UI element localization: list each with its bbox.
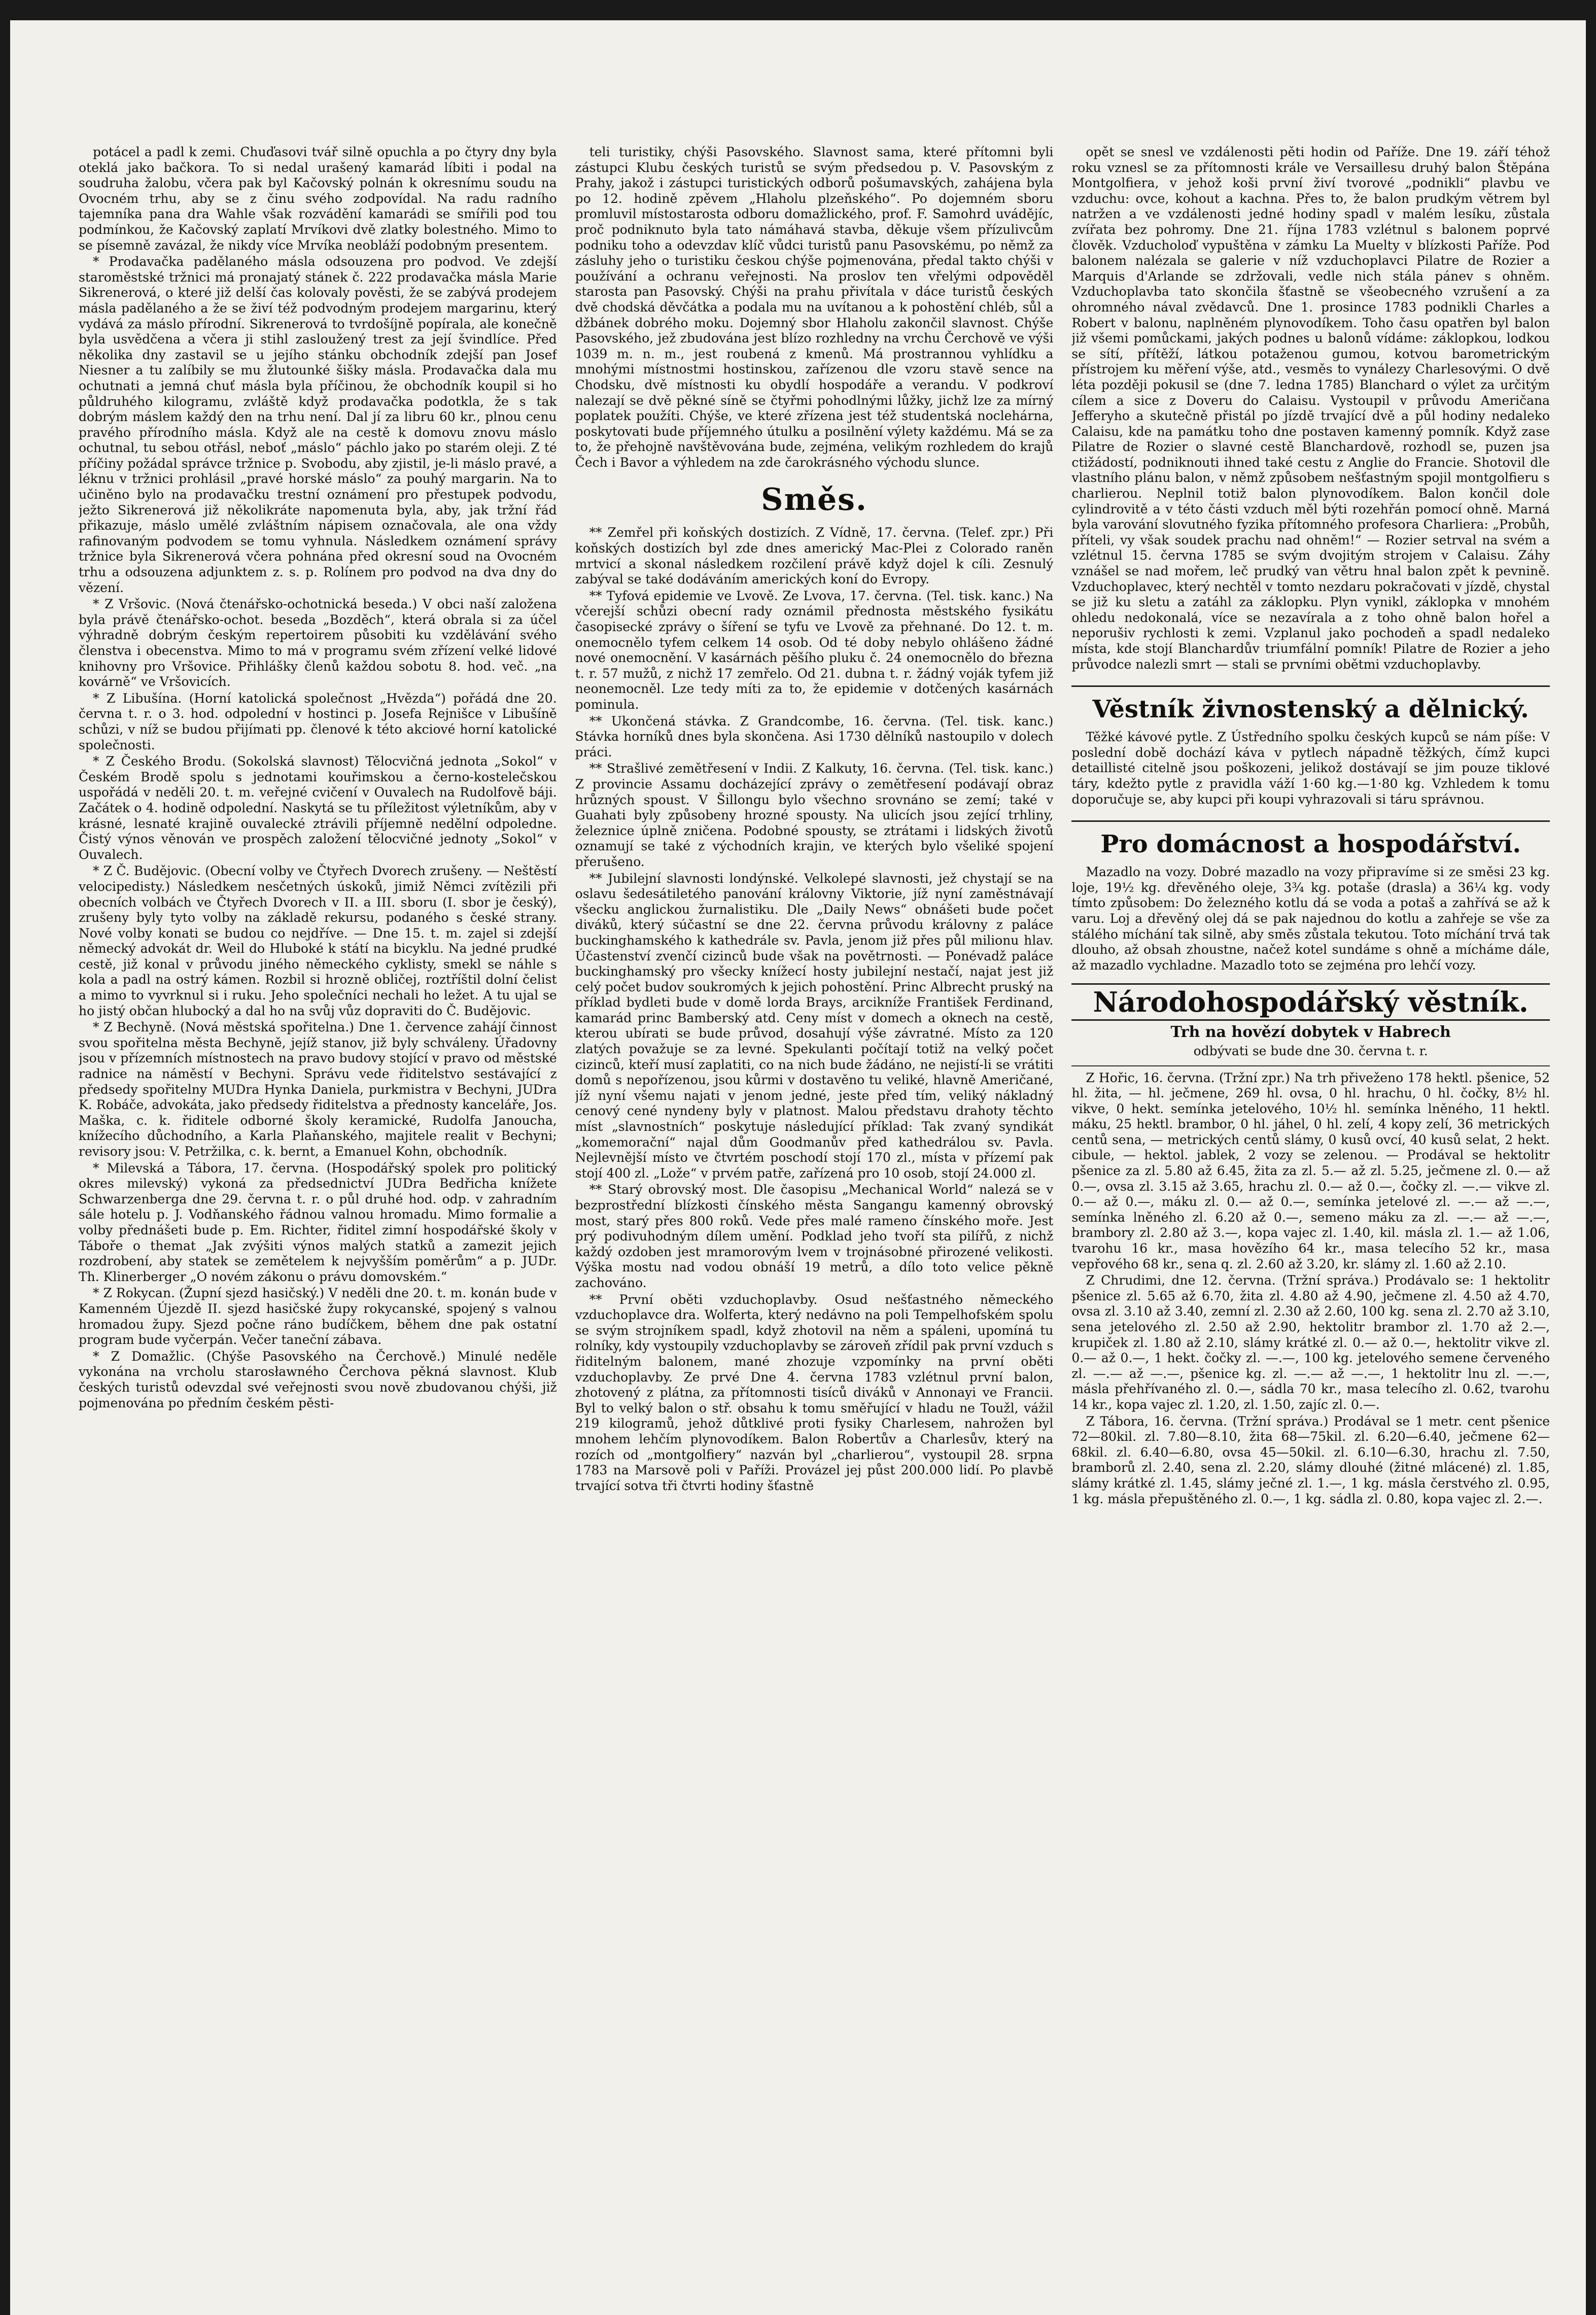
article-text: Těžké kávové pytle. Z Ústředního spolku českých kupců se nám píše: V poslední době dochází káva v pytlech nápadně těžkých, čímž kupci detaillisté citelně jsou poškozeni, jelikož dostávají se jim pouze tiklové táry, kdežto pytle z pravidla váží 1·60 kg.—1·80 kg. Vzhledem k tomu doporučuje se, aby kupci při koupi vyhrazovali si táru správnou. [1071,730,1550,807]
article-text: * Z Libušína. (Horní katolická společnost „Hvězda“) pořádá dne 20. června t. r. o 3. hod. odpolední v hostinci p. Josefa Rejnišce v Libušíně schůzi, v níž se budou přijímati pp. členové k této akciové horní katolické společnosti. [79,690,557,752]
section-heading-economy: Národohospodářský věstník. [1071,983,1550,1021]
article-text: ** Zemřel při koňských dostizích. Z Vídně, 17. června. (Telef. zpr.) Při koňských dostizích byl zde dnes americký Mac-Plei z Colorado raněn mrtvicí a skonal následkem rozčilení právě když dojel k cíli. Zesnulý zabýval se také dodáváním amerických koní do Evropy. [575,525,1054,587]
article-text: ** Tyfová epidemie ve Lvově. Ze Lvova, 17. června. (Tel. tisk. kanc.) Na včerejší schůzi obecní rady oznámil přednosta městského fysikátu časopisecké zprávy o šíření se tyfu ve Lvově za přehnané. Do 12. t. m. onemocnělo tyfem celkem 14 osob. Od té doby nebylo ohlášeno žádné nové onemocnění. V kasárnách pěšího pluku č. 24 onemocnělo do března t. r. 57 mužů, z nichž 17 zemřelo. Od 21. dubna t. r. žádný voják tyfem již neonemocněl. Lze tedy míti za to, že epidemie v dotčených kasárnách pominula. [575,588,1054,712]
section-heading-trade: Věstník živnostenský a dělnický. [1071,685,1550,724]
article-text: * Z Vršovic. (Nová čtenářsko-ochotnická beseda.) V obci naší založena byla právě čtenářsko-ochot. beseda „Bozděch“, která obrala si za účel výhradně dobrým českým repertoirem působiti ku vzdělávání svého členstva i obecenstva. Mimo to má v programu svém zřízení velké lidové knihovny pro Vršovice. Přihlášky členů každou sobotu 8. hod. več. „na kovárně“ ve Vršovicích. [79,597,557,689]
market-report: Z Hořic, 16. června. (Tržní zpr.) Na trh přiveženo 178 hektl. pšenice, 52 hl. žita, — hl. ječmene, 269 hl. ovsa, 0 hl. hrachu, 0 hl. čočky, 8½ hl. vikve, 0 hekt. semínka jetelového, 10½ hl. semínka lněného, 11 hektl. máku, 25 hektl. brambor, 0 hl. jáhel, 0 hl. zelí, 4 kopy zelí, 36 metrických centů sena, — metrických centů slámy, 0 kusů ovcí, 40 kusů selat, 2 hekt. cibule, — hektol. jablek, 2 vozy se zelenou. — Prodával se hektolitr pšenice za zl. 5.80 až 6.45, žita za zl. 5.— až zl. 5.25, ječmene zl. 0.— až 0.—, ovsa zl. 3.15 až 3.65, hrachu zl. 0.— až 0.—, čočky zl. —.— vikve zl. 0.— až 0.—, máku zl. 0.— až 0.—, semínka jetelové zl. —.— až —.—, semínka lněného zl. 6.20 až 0.—, semeno máku za zl. —.— až —.—, brambory zl. 2.80 až 3.—, kopa vajec zl. 1.40, kil. másla zl. 1.— až 1.06, tvarohu 16 kr., masa hovězího 64 kr., masa telecího 52 kr., masa vepřového 68 kr., sena q. zl. 2.60 až 3.20, kr. slámy zl. 1.60 až 2.10. [1071,1070,1550,1271]
market-report: Z Chrudimi, dne 12. června. (Tržní správa.) Prodávalo se: 1 hektolitr pšenice zl. 5.65 až 6.70, žita zl. 4.80 až 4.90, ječmene zl. 4.50 až 4.70, ovsa zl. 3.10 až 3.40, zemní zl. 2.30 až 2.60, 100 kg. sena zl. 2.70 až 3.10, sena jetelového zl. 2.50 až 2.90, hektolitr brambor zl. 1.70 až 2.—, krupiček zl. 1.80 až 2.10, slámy krátké zl. 0.— až 0.—, hektolitr vikve zl. 0.— až 0.—, 1 hekt. čočky zl. —.—, 100 kg. jetelového semene červeného zl. —.— až —.—, pšenice kg. zl. —.— až —.—, 1 hektolitr lnu zl. —.—, másla přehřívaného zl. 0.—, sádla 70 kr., masa telecího zl. 0.62, tvarohu 14 kr., kopa vajec zl. 1.20, zl. 1.50, zajíc zl. 0.—. [1071,1273,1550,1412]
article-text: * Z Rokycan. (Župní sjezd hasičský.) V neděli dne 20. t. m. konán bude v Kamenném Újezdě II. sjezd hasičské župy rokycanské, spojený s valnou hromadou župy. Sjezd počne ráno budíčkem, během dne pak ostatní program bude vyčerpán. Večer taneční zábava. [79,1286,557,1347]
article-text: * Z Českého Brodu. (Sokolská slavnost) Tělocvičná jednota „Sokol“ v Českém Brodě spolu s jednotami kouřimskou a černo-kostelečskou uspořádá v neděli 20. t. m. veřejné cvičení v Ouvalech na Rudolfově báji. Začátek o 4. hodině odpolední. Naskytá se tu příležitost výletníkům, aby v krásné, lesnaté krajině ouvalecké ztrávili příjemně nedělní odpoledne. Čistý výnos věnován ve prospěch založení tělocvičné jednoty „Sokol“ v Ouvalech. [79,754,557,862]
article-text: * Prodavačka padělaného másla odsouzena pro podvod. Ve zdejší staroměstské tržnici má pronajatý stánek č. 222 prodavačka másla Marie Sikrenerová, o které již delší čas kolovaly pověsti, že se zabývá prodejem másla padělaného a že se živí též podvodným prodejem margarinu, který vydává za máslo přírodní. Sikrenerová to tvrdošíjně popírala, ale konečně byla usvědčena a včera ji stihl zasloužený trest za její švindlíce. Před několika dny zastavil se u jejího stánku obchodník zdejší pan Josef Niesner a tu zalíbily se mu žlutounké šišky másla. Prodavačka dala mu ochutnati a jemná chuť másla byla příčinou, že obchodník koupil si ho půldruhého kilogramu, zvláště když prodavačka podotkla, že s tak dobrým máslem každý den na trhu není. Dal jí za libru 60 kr., plnou cenu pravého přírodního másla. Když ale na cestě k domovu znovu máslo ochutnal, tu sebou otřásl, neboť „máslo“ páchlo jako po starém oleji. Z té příčiny požádal správce tržnice p. Svobodu, aby zjistil, je-li máslo pravé, a léknu v tržnici prohlásil „pravé horské máslo“ za pouhý margarin. Na to učiněno bylo na prodavačku trestní oznámení pro přestupek podvodu, ježto Sikrenerová již několikráte napomenuta byla, aby, jak tržní řád přikazuje, máslo umělé zvláštním nápisem označovala, ale ona vždy rafinovaným podvodem se tomu vyhnula. Následkem oznámení správy tržnice byla Sikrenerová včera pohnána před okresní soud na Ovocném trhu a odsouzena adjunktem z. s. p. Rolínem pro podvod na dva dny do vězení. [79,254,557,595]
section-heading-household: Pro domácnost a hospodářství. [1071,820,1550,859]
article-text: * Z Domažlic. (Chýše Pasovského na Čerchově.) Minulé neděle vykonána na vrcholu starosławného Čerchova pěkná slavnost. Klub českých turistů odevzdal své veřejnosti svou nově zbudovanou chýši, již pojmenována po předním českém pěsti- [79,1349,557,1410]
section-heading-smes: Směs. [761,482,868,518]
article-text: ** Ukončená stávka. Z Grandcombe, 16. června. (Tel. tisk. kanc.) Stávka horníků dnes byla skončena. Asi 1730 dělníků nastoupilo v dolech práci. [575,713,1054,759]
market-subheading: Trh na hovězí dobytek v Habrech [1170,1023,1451,1042]
newspaper-page [10,20,1586,2315]
column-3 [1071,145,1550,2275]
article-text: ** Strašlivé zemětřesení v Indii. Z Kalkuty, 16. června. (Tel. tisk. kanc.) Z provincie Assamu docházející zprávy o zemětřesení podávají obraz hrůzných spoust. V Šillongu bylo všechno srovnáno se zemí; také v Guahati byly způsobeny hrozné spousty. Na ulicích jsou zející trhliny, železnice úplně zničena. Podobné spousty, se ztrátami i lidských životů oznamují se také z východních krajin, ve kterých bylo všeliké spojení přerušeno. [575,761,1054,869]
article-text: * Z Č. Budějovic. (Obecní volby ve Čtyřech Dvorech zrušeny. — Neštěstí velocipedisty.) Následkem nesčetných úskoků, jimiž Němci zvítězili při obecních volbách ve Čtyřech Dvorech v II. a III. sboru (I. sbor je český), zrušeny byly tyto volby na základě rekursu, podaného s české strany. Nové volby konati se budou co nejdříve. — Dne 15. t. m. zajel si zdejší německý advokát dr. Weil do Hluboké k státí na bicyklu. Na jedné prudké cestě, již konal v průvodu jiného německého cyklisty, smekl se náhle s kola a padl na ostrý kámen. Rozbil si hrozně obličej, roztříštil dolní čelist a mimo to vyvrknul si i ruku. Jeho společníci nechali ho ležet. A tu ujal se ho jistý občan hlubocký a dal ho na svůj vůz dopraviti do Č. Budějovic. [79,863,557,1018]
article-text: ** První oběti vzduchoplavby. Osud nešťastného německého vzduchoplavce dra. Wolferta, který nedávno na poli Tempelhofském spolu se svým strojníkem spadl, když zhotovil na něm a spáleni, upomíná tu rolníky, kdy vystoupily vzduchoplavby se zároveň zřídil pak první vzduch s řiditelným balonem, mané zhozuje vzpomínky na první oběti vzduchoplavby. Ze prvé Dne 4. června 1783 vzlétnul první balon, zhotovený z plátna, za přítomnosti tisíců diváků v Annonayi ve Francii. Byl to velký balon o stř. obsahu k tomu směřující v hladu ne Toužl, vážil 219 kilogramů, jehož důtklivé proti fysiky Charlesem, nahrožen byl mnohem lehčím plynovodíkem. Balon Robertův a Charlesův, který na rozích od „montgolfiery“ nazván byl „charlierou“, vystoupil 28. srpna 1783 na Marsově poli v Paříži. Provázel jej půst 200.000 lidí. Po plavbě trvající sotva tři čtvrti hodiny šťastně [575,1292,1054,1493]
market-report: Z Tábora, 16. června. (Tržní správa.) Prodával se 1 metr. cent pšenice 72—80kil. zl. 7.80—8.10, žita 68—75kil. zl. 6.20—6.40, ječmene 62—68kil. zl. 6.40—6.80, ovsa 45—50kil. zl. 6.10—6.30, hrachu zl. 7.50, bramborů zl. 2.40, sena zl. 2.20, slámy dlouhé (žitné mlácené) zl. 1.85, slámy krátké zl. 1.45, slámy ječné zl. 1.—, 1 kg. másla čerstvého zl. 0.95, 1 kg. másla přepuštěného zl. 0.—, 1 kg. sádla zl. 0.80, kopa vajec zl. 2.—. [1071,1413,1550,1506]
text-columns [79,145,1550,2275]
article-text: teli turistiky, chýši Pasovského. Slavnost sama, které přítomni byli zástupci Klubu českých turistů se svým předsedou p. V. Pasovským z Prahy, jakož i zástupci turistických odborů pošumavských, zahájena byla po 12. hodině zpěvem „Hlaholu plzeňského“. Po dojemném sboru promluvil místostarosta odboru domažlického, prof. F. Samohrd uvádějíc, proč podniknuto byla tato námáhavá stavba, děkuje všem přízulivcům podniku toho a odevzdav klíč vůdci turistů panu Pasovskému, po němž za zásluhy jeho o turistiku českou chýše pojmenována, předal takto chýši v používání a ochranu veřejnosti. Na proslov ten vřelými odpověděl starosta pan Pasovský. Chýši na prahu přivítala v dáce turistů českých dvě chodská děvčátka a podala mu na uvítanou a k pohostění chléb, sůl a džbánek dobrého moku. Dojemný sbor Hlaholu zakončil slavnost. Chýše Pasovského, jež zbudována jest blízo rozhledny na vrchu Čerchově ve výši 1039 m. n. m., jest roubená z kmenů. Má prostrannou vyhlídku a mnohými místnostmi hostinskou, zařízenou dle vzoru stavě sence na Chodsku, dvě místnosti ku obydlí hospodáře a verandu. V podkroví nalezají se dvě pěkné síně se čtyřmi pohodlnými lůžky, jichž lze za mírný poplatek použíti. Chýše, ve které zřízena jest též studentská noclehárna, poskytovati bude příjemného útulku a posilnění výlety každému. Má se za to, že přehojně navštěvována bude, zejména, velikým rozhledem do krajů Čech i Bavor a výhledem na zde čarokrásného východu slunce. [575,145,1054,470]
article-text: ** Starý obrovský most. Dle časopisu „Mechanical World“ nalezá se v bezprostřední blízkosti čínského města Sangangu kamenný obrovský most, starý přes 800 roků. Vede přes malé rameno čínského moře. Jest prý podivuhodným dílem umění. Podklad jeho tvoří sta pilířů, z nichž každý ozdoben jest mramorovým lvem v trojnásobné přirozené velikosti. Výška mostu nad vodou obnáší 19 metrů, a dílo toto velice pěkně zachováno. [575,1182,1054,1290]
column-1 [79,145,557,2275]
divider [1071,1065,1550,1066]
article-text: Mazadlo na vozy. Dobré mazadlo na vozy připravíme si ze směsi 23 kg. loje, 19½ kg. dřevěného oleje, 3¾ kg. potaše (drasla) a 36¼ kg. vody tímto způsobem: Do železného kotlu dá se voda a potaš a zahřívá se až k varu. Loj a dřevěný olej dá se pak najednou do kotlu a zahřeje se vše za stálého míchání tak silně, aby směs zůstala tekutou. Toto míchání trvá tak dlouho, až obsah zhoustne, načež kotel sundáme s ohně a mícháme dále, až mazadlo vychladne. Mazadlo toto se zejména pro lehčí vozy. [1071,865,1550,973]
article-text: * Milevská a Tábora, 17. června. (Hospodářský spolek pro politický okres milevský) vykoná za předsednictví JUDra Bedřicha knížete Schwarzenberga dne 29. června t. r. o půl druhé hod. odp. v zahradním sále hotelu p. J. Vodňanského řádnou valnou hromadu. Mimo formalie a volby přednášeti bude p. Em. Richter, řiditel zimní hospodářské školy v Táboře o themat „Jak zvýšiti výnos malých statků a zamezit jejich rozdrobení, aby statek se zemětelem k nejvyšším poměrům“ a p. JUDr. Th. Klinerberger „O novém zákonu o právu domovském.“ [79,1160,557,1284]
article-text: ** Jubilejní slavnosti londýnské. Velkolepé slavnosti, jež chystají se na oslavu šedesátiletého panování královny Viktorie, jíž nyní zaměstnávají všecku anglickou žurnalistiku. Dle „Daily News“ obnášeti bude počet diváků, který súčastní se dne 22. června průvodu královny z paláce buckinghamského k kathedrále sv. Pavla, jenom již přes půl milionu hlav. Účastenství zvenčí cizinců bude však na povětrnosti. — Ponévadž paláce buckinghamský pro všecky knížecí hosty jubilejní nestačí, najat jest již celý počet budov soukromých k jejich pohostění. Princ Albrecht pruský na příklad bydleti bude v domě lorda Brays, arcikníže František Ferdinand, kamarád princ Bamberský atd. Ceny míst v domech a oknech na cestě, kterou ubírati se bude průvod, dosahují výše závratné. Místo za 120 zlatých považuje se za levné. Spekulanti počítají totiž na velký počet cizinců, kteří musí zaplatiti, co na nich bude žádáno, ne nejistí-li se vrátiti domů s nepořízenou, jsou kůrmi v dostavěno tu veliké, hlavně Američané, jíž nyní všemu najati v jenom jedné, jeste před tím, veliký nákladný cenový cené nyndeny byly v platnost. Malou představu drahoty těchto míst „slavnostních“ poskytuje následující příklad: Tak zvaný syndikát „komemorační“ najal dům Goodmanův před kathedrálou sv. Pavla. Nejlevnější místo ve čtvrtém poschodí stojí 170 zl., místa v přízemí pak stojí 400 zl. „Lože“ v prvém patře, zařízená pro 10 osob, stojí 24.000 zl. [575,871,1054,1181]
column-2 [575,145,1054,2275]
article-text: * Z Bechyně. (Nová městská spořitelna.) Dne 1. července zahájí činnost svou spořitelna města Bechyně, jejíž stanov, již byly schváleny. Úřadovny jsou v přízemních místnostech na pravo budovy stojící v pravo od městské radnice na náměstí v Bechyni. Správu vede řiditelstvo sestávající z předsedy spořitelny MUDra Hynka Daniela, purkmistra v Bechyni, JUDra K. Robáče, advokáta, jako předsedy řiditelstva a přednosty kanceláře, Jos. Maška, c. k. řiditele odborné školy keramické, Rudolfa Janoucha, knížecího důchodního, a Karla Plaňanského, majitele realit v Bechyni; revisory jsou: V. Petržilka, c. k. bernt, a Emanuel Kohn, obchodník. [79,1020,557,1159]
market-date: odbývati se bude dne 30. června t. r. [1193,1043,1428,1058]
article-text: potácel a padl k zemi. Chuďasovi tvář silně opuchla a po čtyry dny byla oteklá jako bačkora. To si nedal urašený kamarád líbiti i podal na soudruha žalobu, včera pak byl Kačovský polnán k okresnímu soudu na Ovocném trhu, aby se z činu svého zodpovídal. Na radu radního tajemníka pana dra Wahle však rozvádění kamarádi se smířili pod tou podmínkou, že Kačovský zaplatí Mrvíkovi dvě zlatky bolestného. Mimo to se písemně zavázal, že nikdy více Mrvíka neobláží podobným presentem. [79,145,557,253]
article-text: opět se snesl ve vzdálenosti pěti hodin od Paříže. Dne 19. září téhož roku vznesl se za přítomnosti krále ve Versaillesu druhý balon Štěpána Montgolfiera, v jehož koši první živí tvorové „podnikli“ plavbu ve vzduchu: ovce, kohout a kachna. Přes to, že balon prudkým větrem byl natržen a ve vzdálenosti jedné hodiny spadl v malém lesíku, zůstala zvířata bez pohromy. Dne 21. října 1783 vzlétnul s balonem poprvé člověk. Vzducholoď vypuštěna v zámku La Muelty v blízkosti Paříže. Pod balonem nalézala se galerie v níž vzduchoplavci Pilatre de Rozier a Marquis d'Arlande se zdržovali, vedle nich stála pánev s ohněm. Vzduchoplavba tato skončila šťastně se všeobecného vzrušení a za ohromného nával zvědavců. Dne 1. prosince 1783 podnikli Charles a Robert v balonu, naplněném plynovodíkem. Toho času opatřen byl balon již všemi pomůckami, jakých podnes u balonů vídáme: záklopkou, lodkou se sítí, přítěží, látkou potaženou gumou, kotvou barometrickým přístrojem ku měření výše, atd., vesměs to vynálezy Charlesovými. O dvě léta později pokusil se (dne 7. ledna 1785) Blanchard o výlet za určitým cílem a sice z Doveru do Calaisu. Vystoupil v průvodu Američana Jefferyho a skutečně přistál po jízdě trvající dvě a půl hodiny nedaleko Calaisu, kde na památku toho dne postaven kamenný pomník. Když zase Pilatre de Rozier o slavné cestě Blanchardově, rozhodl se, puzen jsa ctižádostí, podniknouti ihned také cestu z Anglie do Francie. Shotovil dle vlastního plánu balon, v němž způsobem nešťastným spojil montgolfieru s charlierou. Neplnil totiž balon plynovodíkem. Balon končil dole cylindrovitě a v této části vzduch měl býti rozehřán pomocí ohně. Marná byla varování slovutného fyzika přítomného profesora Charliera: „Probůh, příteli, vy však soudek prachu nad ohněm!“ — Rozier setrval na svém a vzlétnul 15. června 1785 se svým dvojitým strojem v Calaisu. Záhy vznášel se nad mořem, leč prudký van větru hnal balon zpět k pevnině. Vzduchoplavec, který nechtěl v tomto nezdaru pokračovati v jízdě, chystal se již ku sletu a zatáhl za záklopku. Plyn vynikl, záklopka v mnohém ohledu nedokonalá, více se nezavírala a z toho ohně balon hořel a neporušiv rychlosti k zemi. Vzplanul jako pochodeň a spadl nedaleko místa, kde stojí Blanchardův triumfální pomník! Pilatre de Rozier a jeho průvodce nalezli smrt — stali se prvními obětmi vzduchoplavby. [1071,145,1550,672]
